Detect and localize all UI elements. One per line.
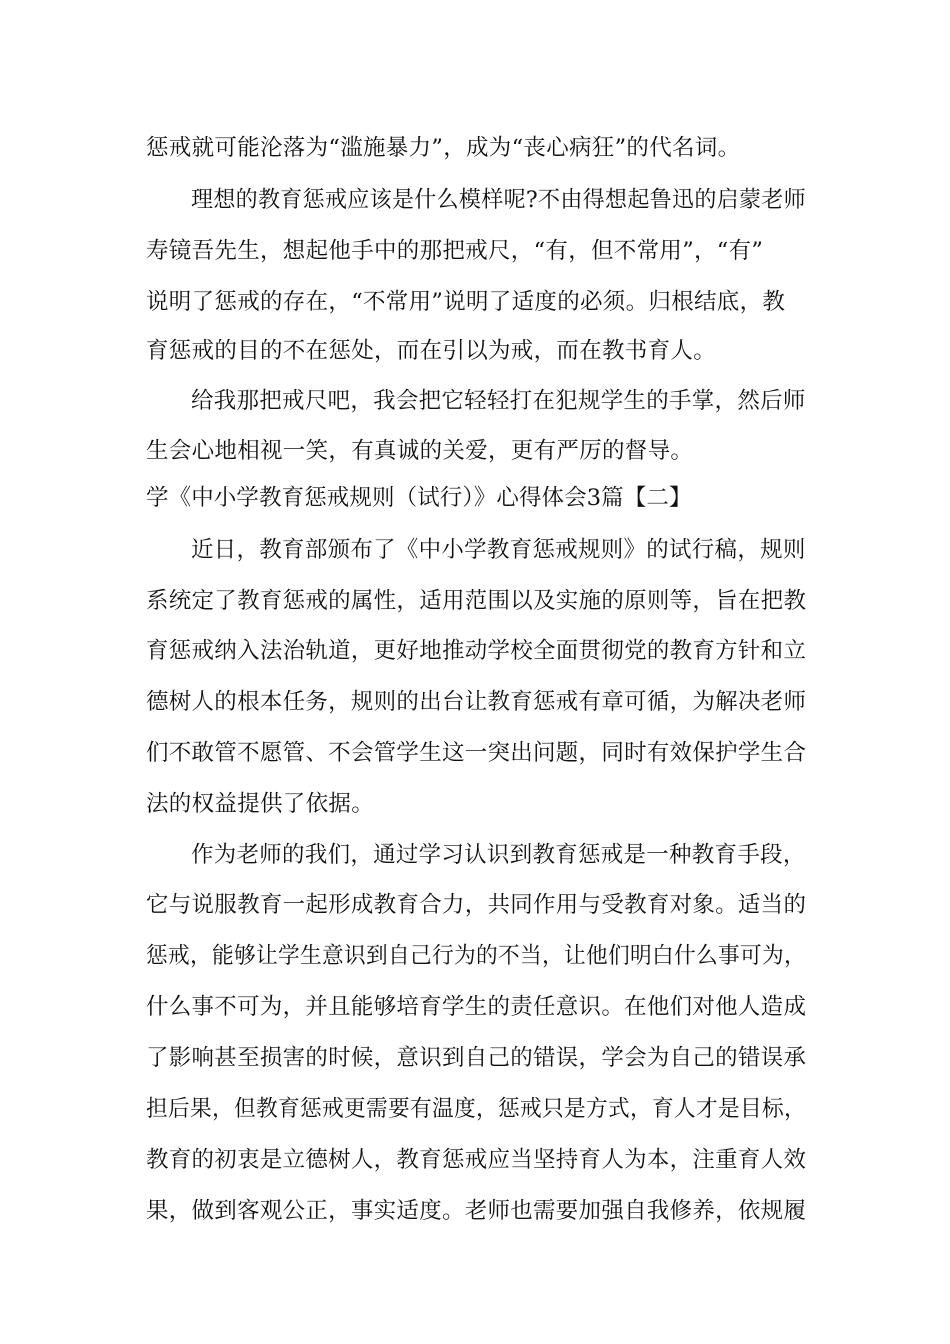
paragraph-line xyxy=(0,987,950,1027)
paragraph-line xyxy=(0,381,950,421)
paragraph-line xyxy=(0,331,950,371)
paragraph-line xyxy=(0,431,950,471)
paragraph-line xyxy=(0,231,950,271)
line-text: 果，做到客观公正，事实适度。老师也需要加强自我修养，依规履 xyxy=(146,1198,807,1224)
line-text: 寿镜吾先生，想起他手中的那把戒尺，“有，但不常用”，“有” xyxy=(146,238,764,264)
line-text: 了影响甚至损害的时候，意识到自己的错误，学会为自己的错误承 xyxy=(146,1045,807,1071)
line-text: 教育的初衷是立德树人，教育惩戒应当坚持育人为本，注重育人效 xyxy=(146,1147,807,1173)
paragraph-line xyxy=(0,530,950,570)
paragraph-line xyxy=(0,885,950,925)
line-text: 给我那把戒尺吧，我会把它轻轻打在犯规学生的手掌，然后师 xyxy=(191,388,806,414)
paragraph-line xyxy=(0,581,950,621)
paragraph-line xyxy=(0,282,950,322)
paragraph-line xyxy=(0,1089,950,1129)
paragraph-line xyxy=(0,835,950,875)
line-text: 德树人的根本任务，规则的出台让教育惩戒有章可循，为解决老师 xyxy=(146,689,807,715)
paragraph-line xyxy=(0,1191,950,1231)
section-heading xyxy=(0,478,950,518)
line-text: 惩戒就可能沦落为“滥施暴力”，成为“丧心病狂”的代名词。 xyxy=(146,135,741,161)
line-text: 说明了惩戒的存在，“不常用”说明了适度的必须。归根结底，教 xyxy=(146,289,786,315)
paragraph-line xyxy=(0,1038,950,1078)
line-text: 什么事不可为，并且能够培育学生的责任意识。在他们对他人造成 xyxy=(146,994,807,1020)
line-text: 法的权益提供了依据。 xyxy=(146,791,375,817)
line-text: 理想的教育惩戒应该是什么模样呢?不由得想起鲁迅的启蒙老师 xyxy=(191,187,806,213)
line-text: 育惩戒纳入法治轨道，更好地推动学校全面贯彻党的教育方针和立 xyxy=(146,638,807,664)
line-text: 育惩戒的目的不在惩处，而在引以为戒，而在教书育人。 xyxy=(146,338,717,364)
heading-text: 学《中小学教育惩戒规则（试行）》心得体会3篇【二】 xyxy=(146,485,692,511)
paragraph-line xyxy=(0,180,950,220)
paragraph-line xyxy=(0,682,950,722)
line-text: 惩戒，能够让学生意识到自己行为的不当，让他们明白什么事可为， xyxy=(146,943,807,969)
line-text: 作为老师的我们，通过学习认识到教育惩戒是一种教育手段， xyxy=(191,842,806,868)
line-text: 生会心地相视一笑，有真诚的关爱，更有严厉的督导。 xyxy=(146,438,694,464)
paragraph-line xyxy=(0,128,950,168)
line-text: 系统定了教育惩戒的属性，适用范围以及实施的原则等，旨在把教 xyxy=(146,588,807,614)
paragraph-line xyxy=(0,631,950,671)
line-text: 担后果，但教育惩戒更需要有温度，惩戒只是方式，育人才是目标， xyxy=(146,1096,807,1122)
line-text: 近日，教育部颁布了《中小学教育惩戒规则》的试行稿，规则 xyxy=(191,537,806,563)
paragraph-line xyxy=(0,936,950,976)
paragraph-line xyxy=(0,784,950,824)
paragraph-line xyxy=(0,1140,950,1180)
paragraph-line xyxy=(0,733,950,773)
line-text: 们不敢管不愿管、不会管学生这一突出问题，同时有效保护学生合 xyxy=(146,740,807,766)
line-text: 它与说服教育一起形成教育合力，共同作用与受教育对象。适当的 xyxy=(146,892,807,918)
